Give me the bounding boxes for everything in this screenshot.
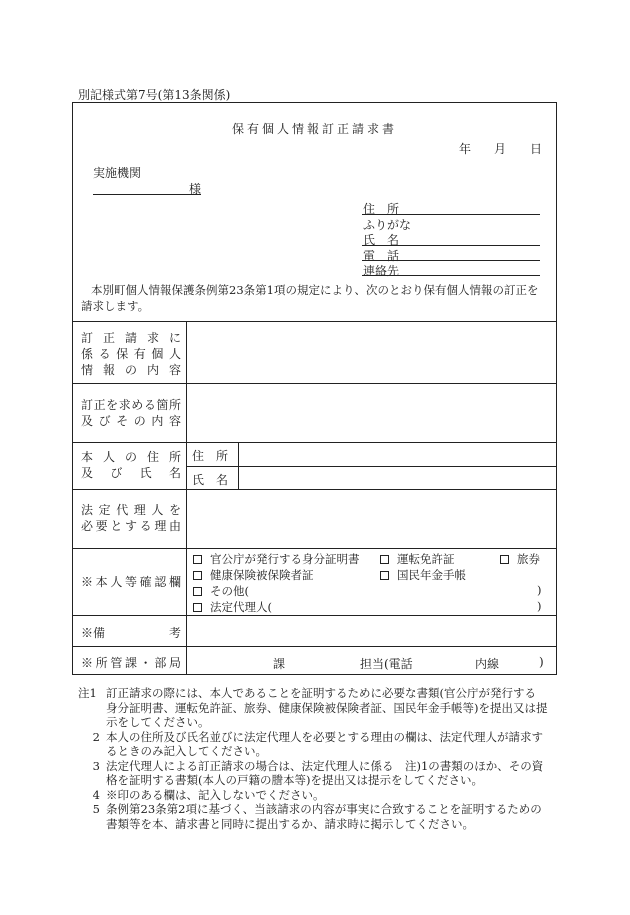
person-name-label: 氏 名 — [192, 473, 229, 487]
row-divider — [73, 646, 556, 647]
note-item: 4 ※印のある欄は、記入しないでください。 — [92, 787, 325, 802]
requester-address-label: 住 所 — [363, 202, 400, 216]
checkbox-icon[interactable] — [193, 555, 202, 564]
note-item: 3 法定代理人による訂正請求の場合は、法定代理人に係る 注)1の書類のほか、その資 格を証明する書類(本人の戸籍の謄本等)を提出又は提示をしてください。 — [92, 758, 544, 787]
row-divider — [73, 548, 556, 549]
option-other-close: ) — [537, 583, 542, 597]
agent-reason-label: 法定代理人を 必要とする理由 — [81, 503, 181, 533]
person-address-label: 住 所 — [192, 449, 229, 463]
person-name-field[interactable] — [239, 467, 556, 489]
option-other[interactable]: その他( — [193, 583, 249, 599]
department-close: ) — [539, 655, 544, 669]
checkbox-icon[interactable] — [380, 555, 389, 564]
option-passport[interactable]: 旅券 — [500, 551, 540, 567]
requester-phone-line[interactable] — [362, 260, 540, 261]
requester-name-label: 氏 名 — [363, 233, 400, 247]
info-content-label: 訂正請求に 係る保有個人 情報の内容 — [81, 331, 181, 377]
info-content-field[interactable] — [187, 322, 556, 383]
remarks-label: ※備 — [81, 626, 106, 640]
notes-section — [78, 686, 558, 831]
note-item: 注1 訂正請求の際には、本人であることを証明するために必要な書類(官公庁が発行する 身分証明書、運転免許証、旅券、健康保険被保険者証、国民年金手帳等)を提出又は提 示をしてください。 — [78, 686, 548, 729]
requester-furigana-label: ふりがな — [363, 218, 412, 232]
checkbox-icon[interactable] — [193, 603, 202, 612]
requester-address-line[interactable] — [362, 214, 540, 215]
person-label: 本人の住所 及び氏名 — [81, 450, 181, 480]
option-agent-close: ) — [537, 599, 542, 613]
request-form — [72, 102, 557, 675]
note-item: 5 条例第23条第2項に基づく、当該請求の内容が事実に合致することを証明するための 書類等を本、請求書と同時に提出するか、請求時に掲示してください。 — [92, 802, 542, 831]
option-id-card[interactable]: 官公庁が発行する身分証明書 — [193, 551, 360, 567]
correction-field[interactable] — [187, 384, 556, 442]
option-insurance[interactable]: 健康保険被保険者証 — [193, 567, 314, 583]
requester-contact-line[interactable] — [362, 275, 540, 276]
form-caption: 別記様式第7号(第13条関係) — [78, 88, 231, 102]
person-address-field[interactable] — [239, 443, 556, 466]
department-person[interactable]: 担当(電話 — [360, 657, 413, 671]
checkbox-icon[interactable] — [193, 587, 202, 596]
recipient-line[interactable] — [93, 194, 201, 195]
recipient-label: 実施機関 — [93, 166, 142, 180]
agent-reason-field[interactable] — [187, 490, 556, 548]
requester-contact-label: 連絡先 — [363, 264, 400, 278]
requester-name-line[interactable] — [362, 245, 540, 246]
note-item: 2 本人の住所及び氏名並びに法定代理人を必要とする理由の欄は、法定代理人が請求す るときのみ記入してください。 — [92, 729, 543, 758]
option-license[interactable]: 運転免許証 — [380, 551, 455, 567]
correction-label: 訂正を求める箇所 及びその内容 — [81, 398, 181, 428]
department-label: ※所管課・部局 — [81, 656, 181, 670]
date-year[interactable]: 年 — [459, 142, 472, 156]
statement-line-1: 本別町個人情報保護条例第23条第1項の規定により、次のとおり保有個人情報の訂正を — [91, 283, 539, 297]
date-month[interactable]: 月 — [494, 142, 507, 156]
form-title: 保有個人情報訂正請求書 — [231, 122, 397, 136]
verification-label: ※本人等確認欄 — [81, 575, 181, 589]
department-extension[interactable]: 内線 — [475, 657, 500, 671]
option-pension[interactable]: 国民年金手帳 — [380, 567, 466, 583]
recipient-suffix: 様 — [189, 182, 202, 196]
checkbox-icon[interactable] — [380, 571, 389, 580]
department-section[interactable]: 課 — [273, 657, 286, 671]
remarks-label-end: 考 — [169, 626, 182, 640]
remarks-field[interactable] — [187, 616, 556, 646]
option-agent[interactable]: 法定代理人( — [193, 599, 272, 615]
checkbox-icon[interactable] — [193, 571, 202, 580]
checkbox-icon[interactable] — [500, 555, 509, 564]
statement-line-2: 請求します。 — [81, 299, 150, 313]
date-day[interactable]: 日 — [530, 142, 543, 156]
requester-phone-label: 電 話 — [363, 249, 400, 263]
